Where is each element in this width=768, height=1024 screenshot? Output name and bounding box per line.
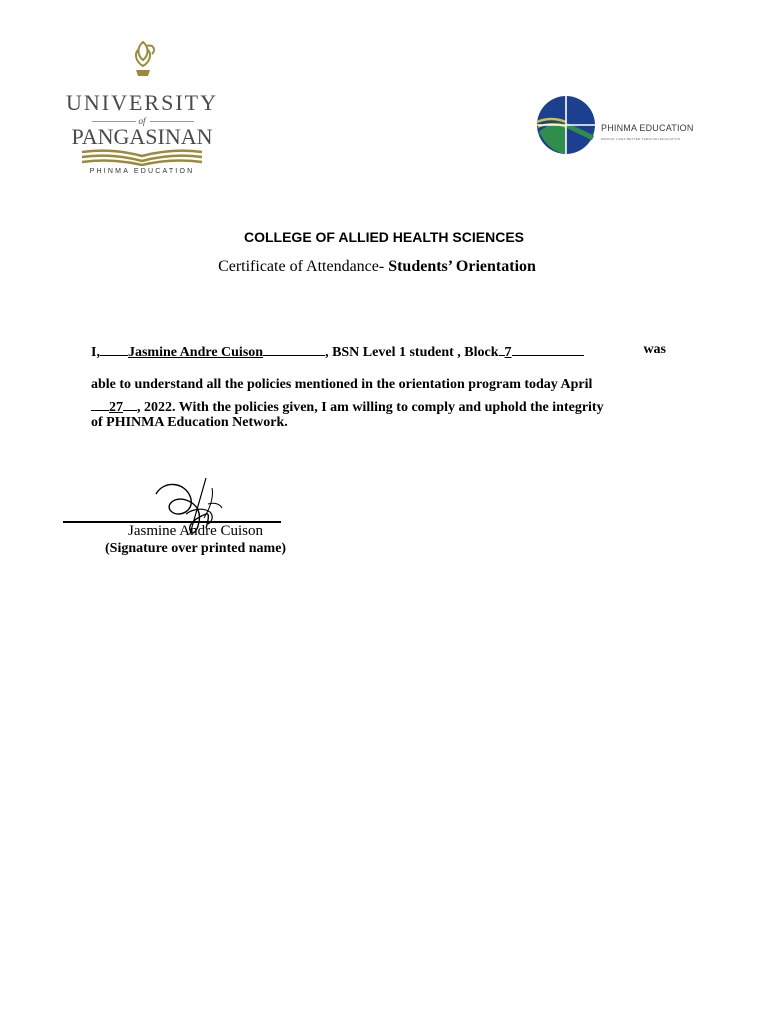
college-heading: COLLEGE OF ALLIED HEALTH SCIENCES (243, 229, 524, 245)
logo-phinma-education-text: PHINMA EDUCATION (89, 168, 195, 175)
statement-was: was (643, 342, 666, 357)
block-blank-trailing (512, 341, 584, 356)
university-of-pangasinan-logo (66, 40, 218, 180)
statement-prefix: I, (91, 345, 100, 360)
phinma-education-logo (535, 92, 695, 158)
block-number-field: 7 (504, 345, 512, 360)
logo-of-text: of (138, 116, 146, 126)
signature-printed-name: Jasmine Andre Cuison (128, 523, 263, 539)
certificate-title (0, 258, 754, 276)
student-name-field: Jasmine Andre Cuison (127, 345, 264, 360)
logo-pangasinan-text: PANGASINAN (71, 124, 213, 149)
open-book-icon (80, 148, 204, 166)
logo-university-text: UNIVERSITY (66, 90, 218, 115)
day-field: 27 (109, 400, 123, 415)
statement-line-3-rest: , 2022. With the policies given, I am willing to comply and uphold the integrity (137, 400, 604, 415)
day-blank-leading (91, 396, 109, 411)
phinma-globe-icon (535, 92, 597, 158)
statement-line-1 (91, 341, 666, 362)
flame-emblem-icon (124, 40, 162, 80)
logo-rule-right (150, 121, 194, 122)
certificate-title-regular: Certificate of Attendance- (218, 258, 389, 275)
name-blank-trailing (263, 341, 325, 356)
certificate-title-bold: Students’ Orientation (388, 258, 536, 275)
program-text: , BSN Level 1 student , Block (325, 345, 499, 360)
name-blank-leading (100, 341, 128, 356)
signature-caption: (Signature over printed name) (105, 541, 287, 556)
day-blank-trailing (123, 396, 137, 411)
statement-line-4: of PHINMA Education Network. (91, 415, 288, 430)
statement-line-2: able to understand all the policies mentioned in the orientation program today April (91, 377, 593, 392)
phinma-logo-tagline: MAKING LIVES BETTER THROUGH EDUCATION (601, 137, 681, 141)
phinma-logo-name: PHINMA EDUCATION (601, 123, 694, 133)
